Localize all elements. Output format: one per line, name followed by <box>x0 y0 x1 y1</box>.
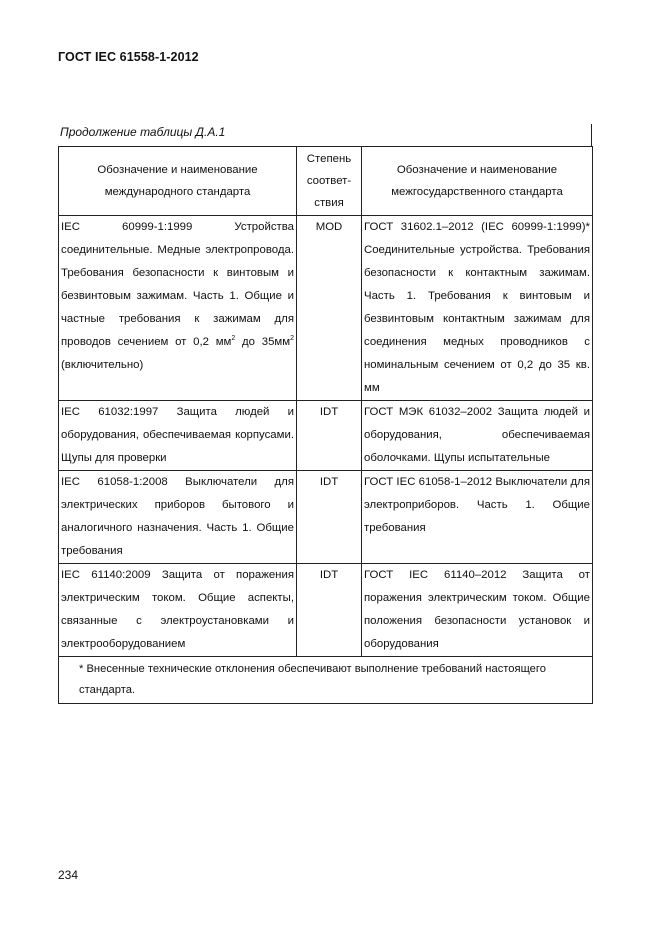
document-header: ГОСТ IEC 61558-1-2012 <box>58 50 199 64</box>
standards-table <box>58 146 593 704</box>
column-header-degree <box>297 147 362 216</box>
interstate-standard-cell: ГОСТ IEC 61058-1–2012 Выключатели для электроприборов. Часть 1. Общие требования <box>362 471 593 564</box>
page-number: 234 <box>58 868 79 882</box>
table-row <box>59 401 593 471</box>
table-footnote <box>59 657 593 704</box>
column-header-interstate <box>362 147 593 216</box>
column-header-international <box>59 147 297 216</box>
superscript: 2 <box>231 335 236 343</box>
degree-cell: MOD <box>297 216 362 401</box>
international-standard-cell: IEC 61032:1997 Защита людей и оборудования, обеспечиваемая корпусами. Щупы для проверки <box>59 401 297 471</box>
column-header-line: Обозначение и наименование <box>396 164 558 176</box>
table-row <box>59 471 593 564</box>
international-standard-text: IEC 60999-1:1999 Устройства соединительные. Медные электропровода. Требования безопасности к винтовым и безвинтовым зажимам. Часть 1. Общие и частные требования к зажимам для проводов сечением от 0,2 мм <box>61 221 294 348</box>
table-header-row <box>59 147 593 216</box>
footnote-text: * Внесенные технические отклонения обеспечивают выполнение требований настоящего стандарта. <box>79 663 546 696</box>
international-standard-text: до 35мм <box>235 336 291 348</box>
international-standard-cell: IEC 61058-1:2008 Выключатели для электрических приборов бытового и аналогичного назначения. Часть 1. Общие требования <box>59 471 297 564</box>
degree-cell: IDT <box>297 401 362 471</box>
column-header-line: Обозначение и наименование <box>97 164 258 176</box>
superscript: 2 <box>290 335 294 343</box>
interstate-standard-cell: ГОСТ МЭК 61032–2002 Защита людей и оборудования, обеспечиваемая оболочками. Щупы испытательные <box>362 401 593 471</box>
interstate-standard-cell: ГОСТ 31602.1–2012 (IEC 60999-1:1999)* Соединительные устройства. Требования безопасности к контактным зажимам. Часть 1. Требования к винтовым и безвинтовым контактным зажимам для соединения медных проводников с номинальным сечением от 0,2 до 35 кв. мм <box>362 216 593 401</box>
table-row <box>59 564 593 657</box>
column-header-line: Степень <box>306 153 352 165</box>
table-frame-line <box>591 124 592 147</box>
degree-cell: IDT <box>297 471 362 564</box>
international-standard-text: (включительно) <box>61 359 144 371</box>
column-header-line: ствия <box>314 197 344 209</box>
international-standard-cell: IEC 61140:2009 Защита от поражения электрическим током. Общие аспекты, связанные с электроустановками и электрооборудованием <box>59 564 297 657</box>
table-caption: Продолжение таблицы Д.А.1 <box>60 125 226 139</box>
table-row <box>59 216 593 401</box>
international-standard-cell <box>59 216 297 401</box>
column-header-line: соответ- <box>306 175 352 187</box>
interstate-standard-cell: ГОСТ IEC 61140–2012 Защита от поражения электрическим током. Общие положения безопасности установок и оборудования <box>362 564 593 657</box>
column-header-line: международного стандарта <box>104 186 251 198</box>
degree-cell: IDT <box>297 564 362 657</box>
column-header-line: межгосударственного стандарта <box>391 186 563 198</box>
footnote-row <box>59 657 593 704</box>
